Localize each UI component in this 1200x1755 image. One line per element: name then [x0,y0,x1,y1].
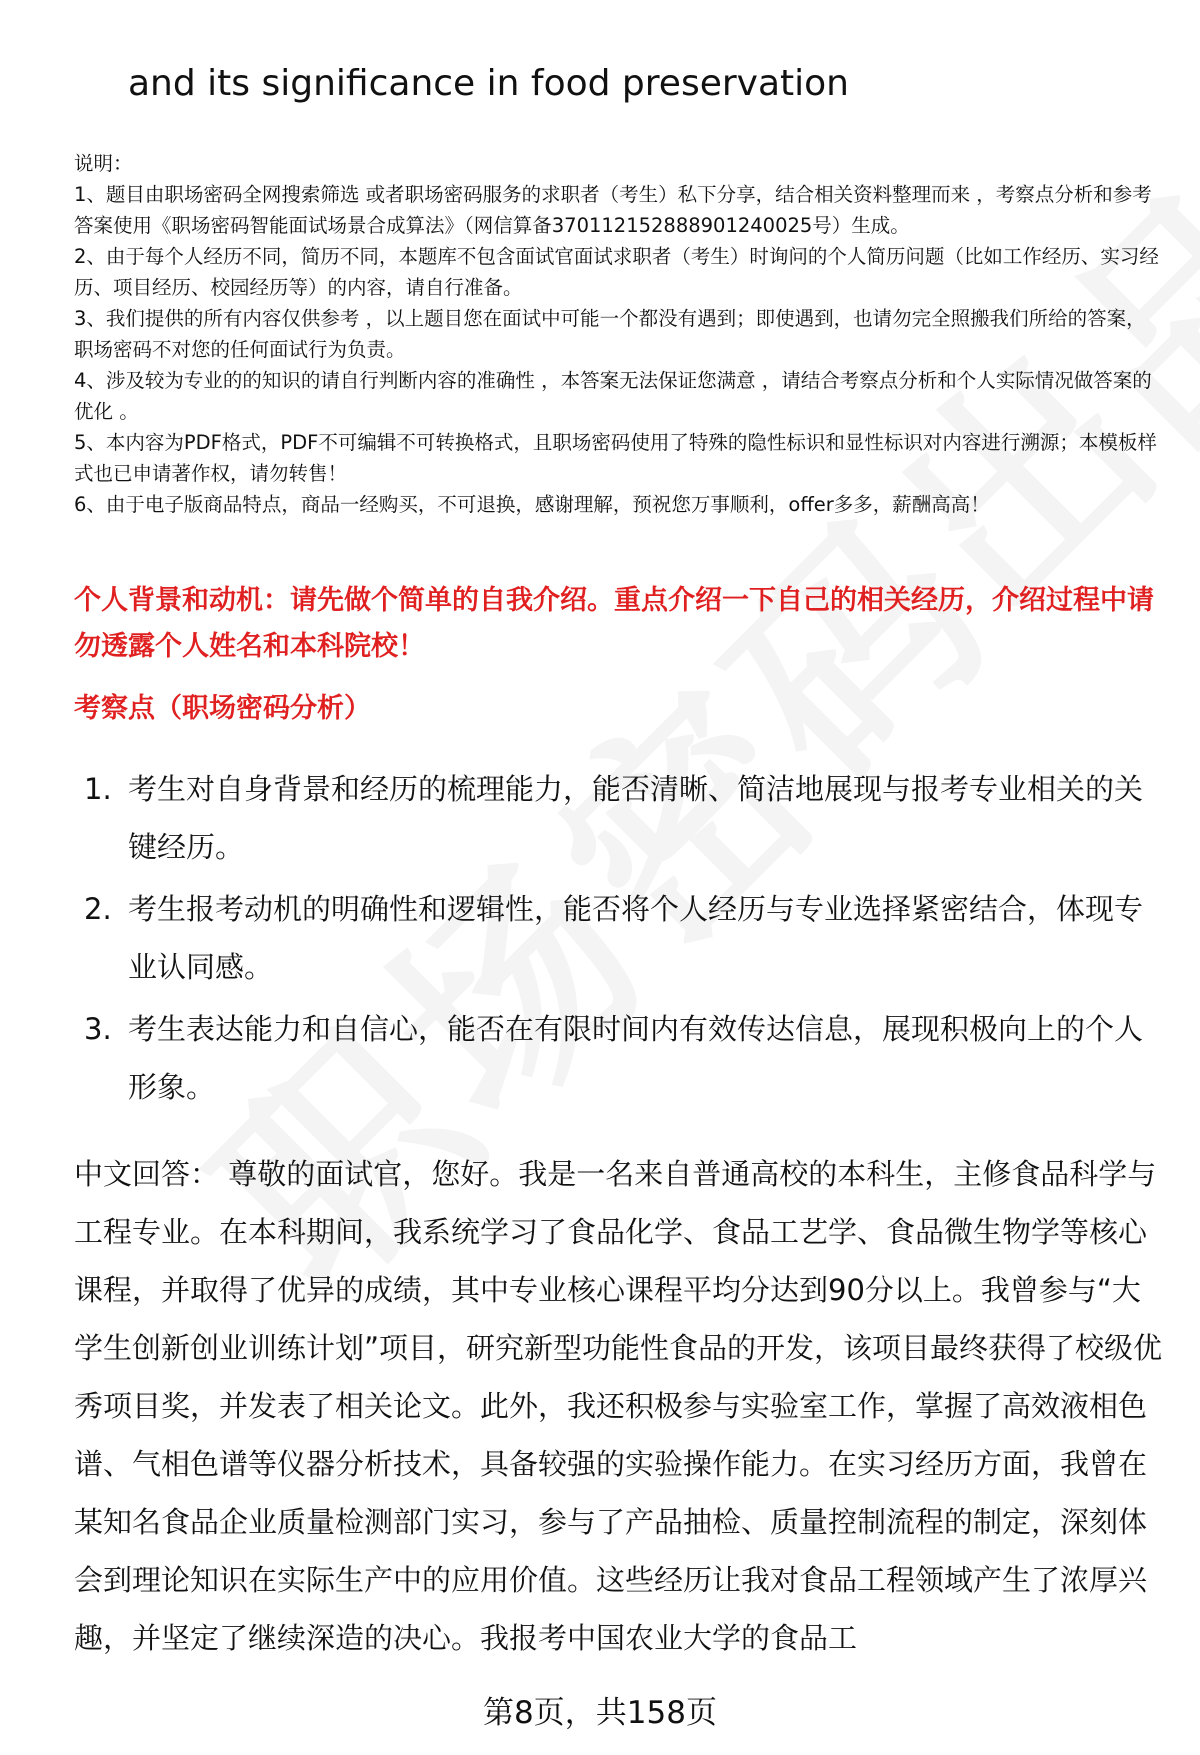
interview-question: 个人背景和动机：请先做个简单的自我介绍。重点介绍一下自己的相关经历，介绍过程中请勿透露个人姓名和本科院校！ [74,585,1154,662]
list-item [74,760,1164,876]
list-item-number: 2. [84,892,112,926]
list-item-number: 1. [84,772,112,806]
list-item [74,1000,1164,1116]
chinese-answer-paragraph: 中文回答： 尊敬的面试官，您好。我是一名来自普通高校的本科生，主修食品科学与工程专业。在本科期间，我系统学习了食品化学、食品工艺学、食品微生物学等核心课程，并取得了优异的成绩，其中专业核心课程平均分达到90分以上。我曾参与“大学生创新创业训练计划”项目，研究新型功能性食品的开发，该项目最终获得了校级优秀项目奖，并发表了相关论文。此外，我还积极参与实验室工作，掌握了高效液相色谱、气相色谱等仪器分析技术，具备较强的实验操作能力。在实习经历方面，我曾在某知名食品企业质量检测部门实习，参与了产品抽检、质量控制流程的制定，深刻体会到理论知识在实际生产中的应用价值。这些经历让我对食品工程领域产生了浓厚兴趣，并坚定了继续深造的决心。我报考中国农业大学的食品工 [74,1157,1163,1655]
note-item-3: 3、我们提供的所有内容仅供参考 ，以上题目您在面试中可能一个都没有遇到；即使遇到，也请勿完全照搬我们所给的答案，职场密码不对您的任何面试行为负责。 [74,307,1146,361]
note-item-2: 2、由于每个人经历不同，简历不同，本题库不包含面试官面试求职者（考生）时询问的个人简历问题（比如工作经历、实习经历、项目经历、校园经历等）的内容，请自行准备。 [74,245,1159,299]
page-number-footer: 第8页，共158页 [483,1695,717,1731]
note-item-5: 5、本内容为PDF格式，PDF不可编辑不可转换格式，且职场密码使用了特殊的隐性标识和显性标识对内容进行溯源；本模板样式也已申请著作权，请勿转售！ [74,431,1157,485]
note-item-6: 6、由于电子版商品特点，商品一经购买，不可退换，感谢理解，预祝您万事顺利，offer多多，薪酬高高！ [74,493,990,516]
disclaimer-notes [74,148,1164,520]
list-item-text: 考生报考动机的明确性和逻辑性，能否将个人经历与专业选择紧密结合，体现专业认同感。 [128,892,1144,984]
list-item-number: 3. [84,1012,112,1046]
note-item-4: 4、涉及较为专业的的知识的请自行判断内容的准确性 ，本答案无法保证您满意 ，请结合考察点分析和个人实际情况做答案的优化 。 [74,369,1152,423]
list-item [74,880,1164,996]
list-item-text: 考生表达能力和自信心，能否在有限时间内有效传达信息，展现积极向上的个人形象。 [128,1012,1144,1104]
list-item-text: 考生对自身背景和经历的梳理能力，能否清晰、简洁地展现与报考专业相关的关键经历。 [128,772,1144,864]
continued-question-line: and its significance in food preservation [128,63,849,104]
analysis-points-list [74,760,1164,1120]
note-item-1: 1、题目由职场密码全网搜索筛选 或者职场密码服务的求职者（考生）私下分享，结合相关资料整理而来 ，考察点分析和参考答案使用《职场密码智能面试场景合成算法》（网信算备370112152888901240025号）生成。 [74,183,1152,237]
analysis-heading: 考察点（职场密码分析） [74,693,371,724]
notes-title: 说明： [74,152,133,175]
